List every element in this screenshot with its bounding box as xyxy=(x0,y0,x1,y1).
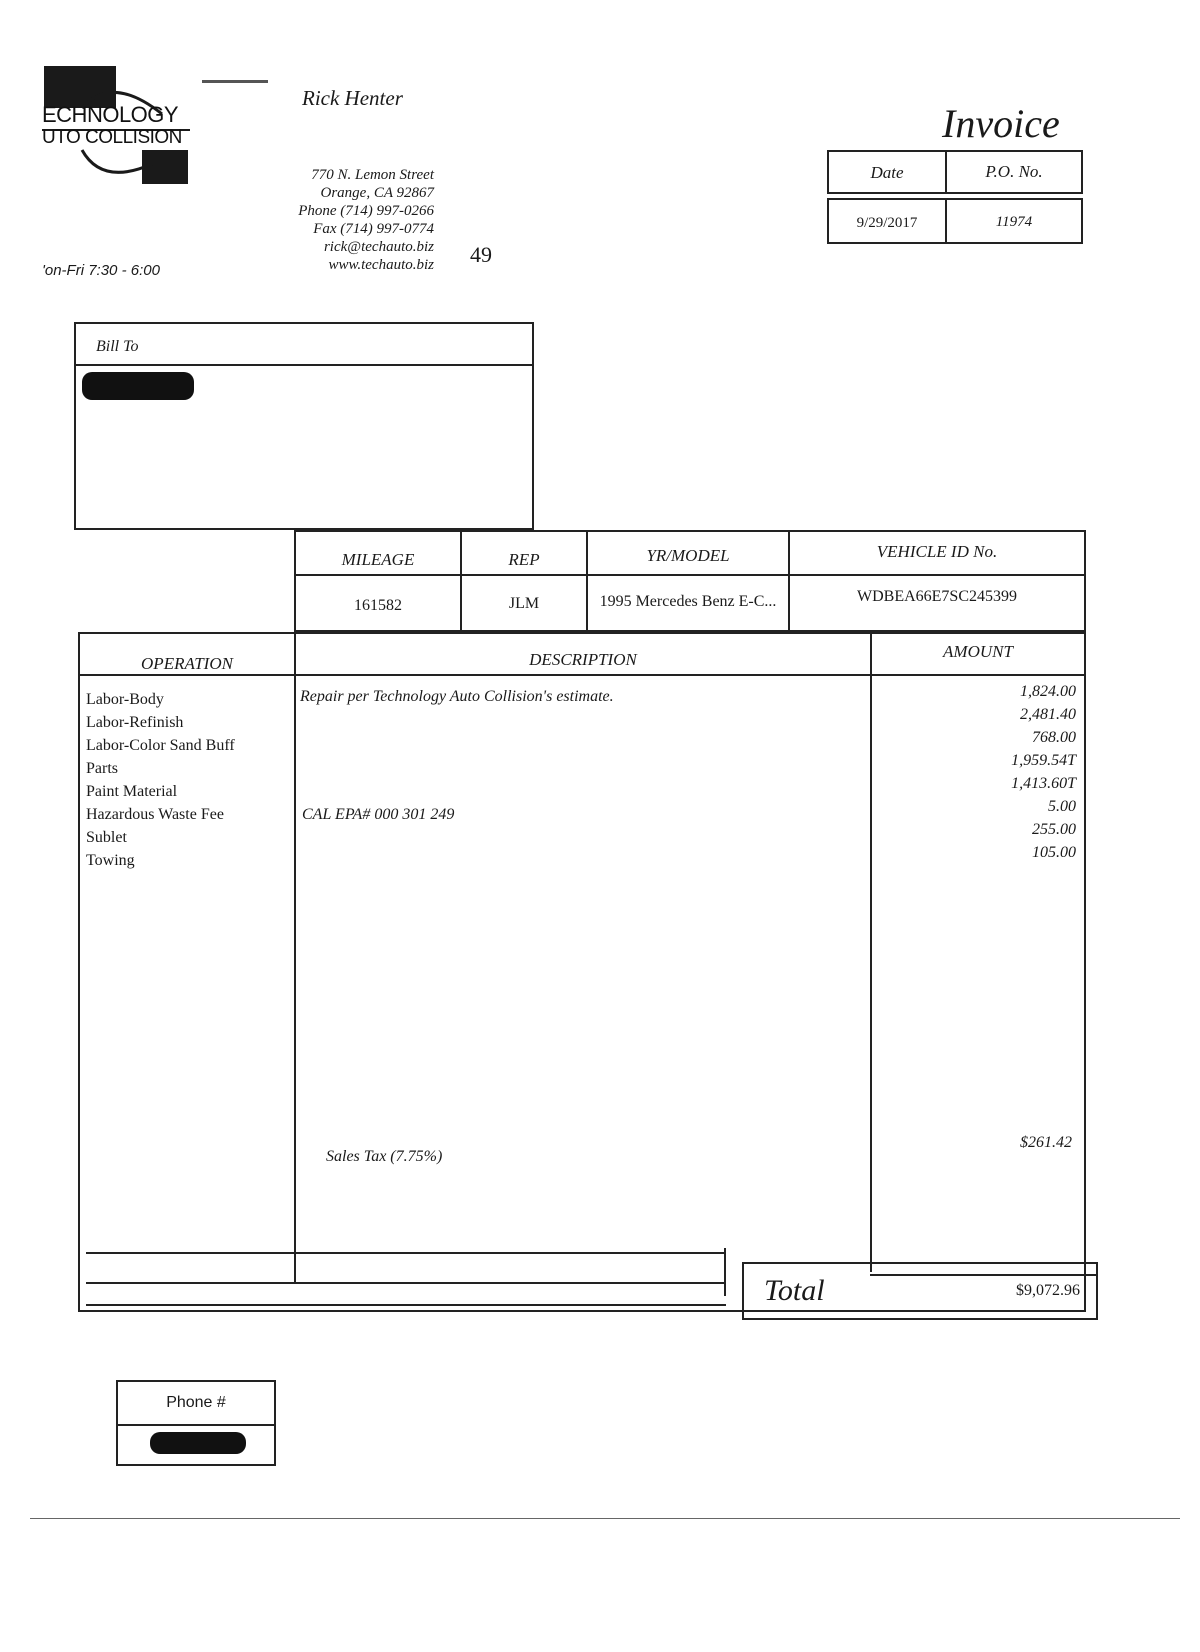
amounts-list xyxy=(900,680,1076,864)
address-line2: Orange, CA 92867 xyxy=(320,185,434,201)
logo-text-line2: UTO COLLISION xyxy=(42,127,182,148)
amount-item: 2,481.40 xyxy=(1020,706,1076,723)
operation-item: Labor-Refinish xyxy=(86,714,184,731)
operation-col-divider xyxy=(294,632,296,1282)
phone-redaction xyxy=(150,1432,246,1454)
total-top-line xyxy=(870,1274,1098,1276)
bottom-row-line-1 xyxy=(86,1252,726,1254)
line-items-header-line xyxy=(78,674,1086,676)
bottom-row-right-edge xyxy=(724,1248,726,1296)
total-value: $9,072.96 xyxy=(1016,1282,1080,1299)
sales-tax-label: Sales Tax (7.75%) xyxy=(326,1148,443,1165)
operation-item: Labor-Body xyxy=(86,691,164,708)
page-bottom-rule xyxy=(30,1518,1180,1519)
po-value: 11974 xyxy=(995,214,1033,230)
invoice-title: Invoice xyxy=(942,101,1060,146)
amount-item: 1,824.00 xyxy=(1020,683,1076,700)
amount-col-divider xyxy=(870,632,872,1272)
address-line1: 770 N. Lemon Street xyxy=(311,167,434,183)
amount-item: 5.00 xyxy=(1048,798,1076,815)
mileage-label: MILEAGE xyxy=(341,550,415,569)
operation-item: Towing xyxy=(86,852,135,869)
operation-item: Sublet xyxy=(86,829,127,846)
company-address-block xyxy=(230,166,434,274)
amount-header: AMOUNT xyxy=(943,642,1013,661)
operation-item: Labor-Color Sand Buff xyxy=(86,737,235,754)
logo-text-line1: ECHNOLOGY xyxy=(42,102,179,127)
operations-list xyxy=(86,688,286,872)
amount-item: 1,959.54T xyxy=(1011,752,1076,769)
operation-item: Hazardous Waste Fee xyxy=(86,806,224,823)
sales-tax-value: $261.42 xyxy=(1020,1134,1072,1151)
amount-item: 105.00 xyxy=(1032,844,1076,861)
description-repair: Repair per Technology Auto Collision's estimate. xyxy=(300,688,614,705)
po-label: P.O. No. xyxy=(985,162,1043,181)
vin-value: WDBEA66E7SC245399 xyxy=(857,588,1017,605)
business-hours: 'on-Fri 7:30 - 6:00 xyxy=(42,262,160,279)
rep-value: JLM xyxy=(508,595,540,612)
model-value: 1995 Mercedes Benz E-C... xyxy=(599,593,777,610)
bill-to-label: Bill To xyxy=(96,338,139,355)
bottom-row-line-3 xyxy=(86,1304,726,1306)
phone-box-divider xyxy=(116,1424,276,1426)
phone-line: Phone (714) 997-0266 xyxy=(298,203,434,219)
bill-to-header-line xyxy=(74,364,534,366)
vin-label: VEHICLE ID No. xyxy=(876,542,998,561)
bill-to-redaction xyxy=(82,372,194,400)
website-line: www.techauto.biz xyxy=(328,257,434,273)
bill-to-box xyxy=(74,322,534,530)
vehicle-table-header-line xyxy=(294,574,1086,576)
amount-item: 768.00 xyxy=(1032,729,1076,746)
mileage-value: 161582 xyxy=(354,597,402,614)
logo-mark-scribble xyxy=(202,80,268,83)
fax-line: Fax (714) 997-0774 xyxy=(313,221,434,237)
description-epa: CAL EPA# 000 301 249 xyxy=(302,806,455,823)
operation-item: Parts xyxy=(86,760,118,777)
operation-item: Paint Material xyxy=(86,783,178,800)
amount-item: 255.00 xyxy=(1032,821,1076,838)
bottom-row-line-2 xyxy=(86,1282,726,1284)
contact-name: Rick Henter xyxy=(302,86,403,110)
rep-label: REP xyxy=(508,550,540,569)
email-line: rick@techauto.biz xyxy=(323,239,434,255)
date-value: 9/29/2017 xyxy=(856,215,918,231)
description-header: DESCRIPTION xyxy=(529,650,637,669)
phone-label: Phone # xyxy=(166,1394,226,1411)
amount-item: 1,413.60T xyxy=(1011,775,1076,792)
vehicle-col-divider-1 xyxy=(460,530,462,632)
company-logo xyxy=(42,64,192,189)
operation-header: OPERATION xyxy=(141,654,233,673)
date-label: Date xyxy=(870,163,904,182)
model-label: YR/MODEL xyxy=(646,546,730,565)
page-number: 49 xyxy=(470,242,492,267)
total-label: Total xyxy=(764,1274,825,1307)
